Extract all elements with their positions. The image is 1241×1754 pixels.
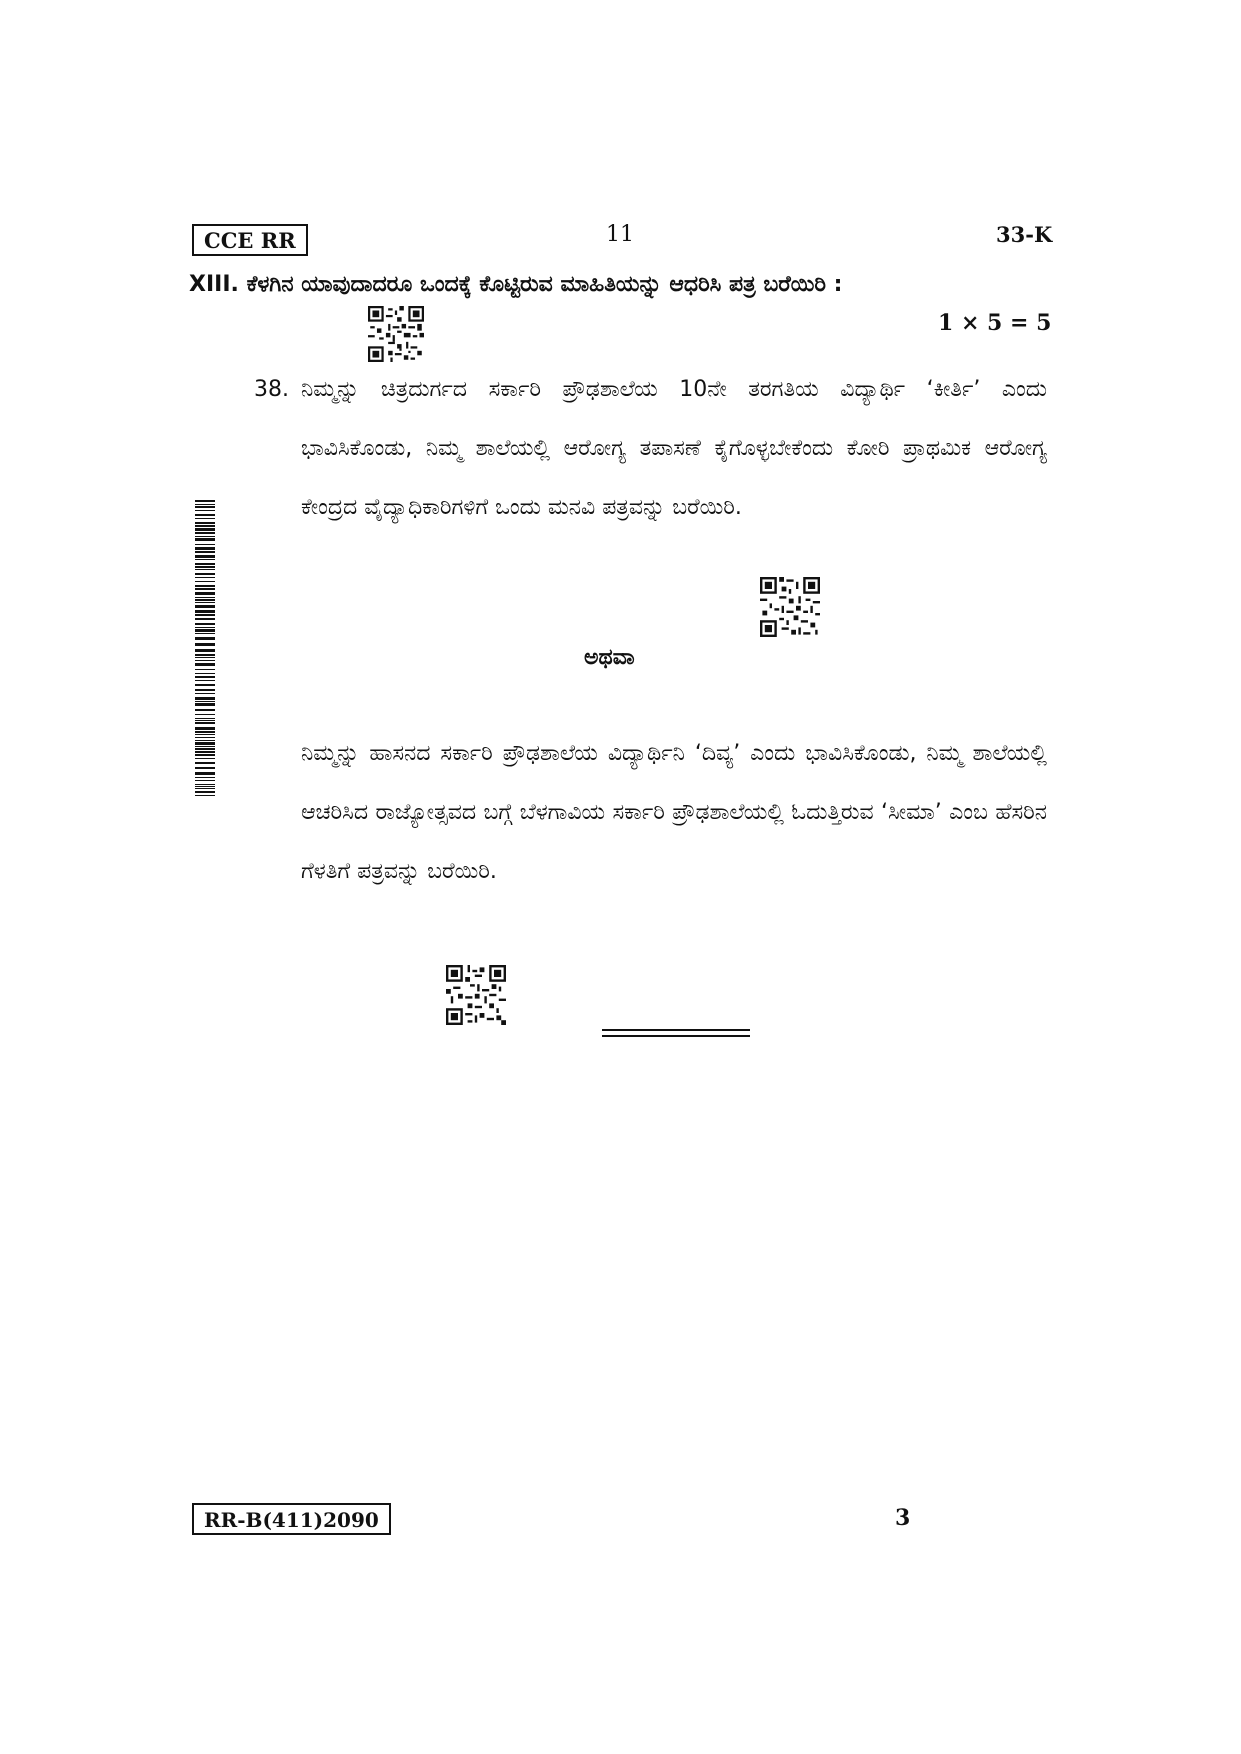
or-label: ಅಥವಾ <box>584 645 635 670</box>
barcode-icon <box>195 500 215 796</box>
section-instruction: ಕೆಳಗಿನ ಯಾವುದಾದರೂ ಒಂದಕ್ಕೆ ಕೊಟ್ಟಿರುವ ಮಾಹಿತಿಯನ್ನು ಆಧರಿಸಿ ಪತ್ರ ಬರೆಯಿರಿ : <box>246 272 843 297</box>
qr-code-icon <box>446 965 506 1025</box>
section-number: XIII. <box>189 272 239 297</box>
end-rule-top <box>602 1029 750 1031</box>
section-marks: 1 × 5 = 5 <box>938 310 1052 336</box>
header-code-box: CCE RR <box>192 224 308 256</box>
alternate-question-text: ನಿಮ್ಮನ್ನು ಹಾಸನದ ಸರ್ಕಾರಿ ಪ್ರೌಢಶಾಲೆಯ ವಿದ್ಯಾರ್ಥಿನಿ ‘ದಿವ್ಯ’ ಎಂದು ಭಾವಿಸಿಕೊಂಡು, ನಿಮ್ಮ ಶಾಲೆಯಲ್ಲಿ ಆಚರಿಸಿದ ರಾಜ್ಯೋತ್ಸವದ ಬಗ್ಗೆ ಬೆಳಗಾವಿಯ ಸರ್ಕಾರಿ ಪ್ರೌಢಶಾಲೆಯಲ್ಲಿ ಓದುತ್ತಿರುವ ‘ಸೀಮಾ’ ಎಂಬ ಹೆಸರಿನ ಗೆಳತಿಗೆ ಪತ್ರವನ್ನು ಬರೆಯಿರಿ. <box>301 741 1047 884</box>
question-text: ನಿಮ್ಮನ್ನು ಚಿತ್ರದುರ್ಗದ ಸರ್ಕಾರಿ ಪ್ರೌಢಶಾಲೆಯ 10ನೇ ತರಗತಿಯ ವಿದ್ಯಾರ್ಥಿ ‘ಕೀರ್ತಿ’ ಎಂದು ಭಾವಿಸಿಕೊಂಡು, ನಿಮ್ಮ ಶಾಲೆಯಲ್ಲಿ ಆರೋಗ್ಯ ತಪಾಸಣೆ ಕೈಗೊಳ್ಳಬೇಕೆಂದು ಕೋರಿ ಪ್ರಾಥಮಿಕ ಆರೋಗ್ಯ ಕೇಂದ್ರದ ವೈದ್ಯಾಧಿಕಾರಿಗಳಿಗೆ ಒಂದು ಮನವಿ ಪತ್ರವನ್ನು ಬರೆಯಿರಿ. <box>301 377 1047 520</box>
page-number: 11 <box>606 222 634 247</box>
footer-code-box: RR-B(411)2090 <box>192 1503 391 1535</box>
qr-code-icon <box>368 306 424 362</box>
paper-code: 33-K <box>996 222 1053 247</box>
section-heading <box>189 272 842 297</box>
end-rule-bottom <box>602 1035 750 1037</box>
sheet-number: 3 <box>895 1505 911 1531</box>
question-number: 38. <box>254 377 289 402</box>
qr-code-icon <box>760 577 820 637</box>
